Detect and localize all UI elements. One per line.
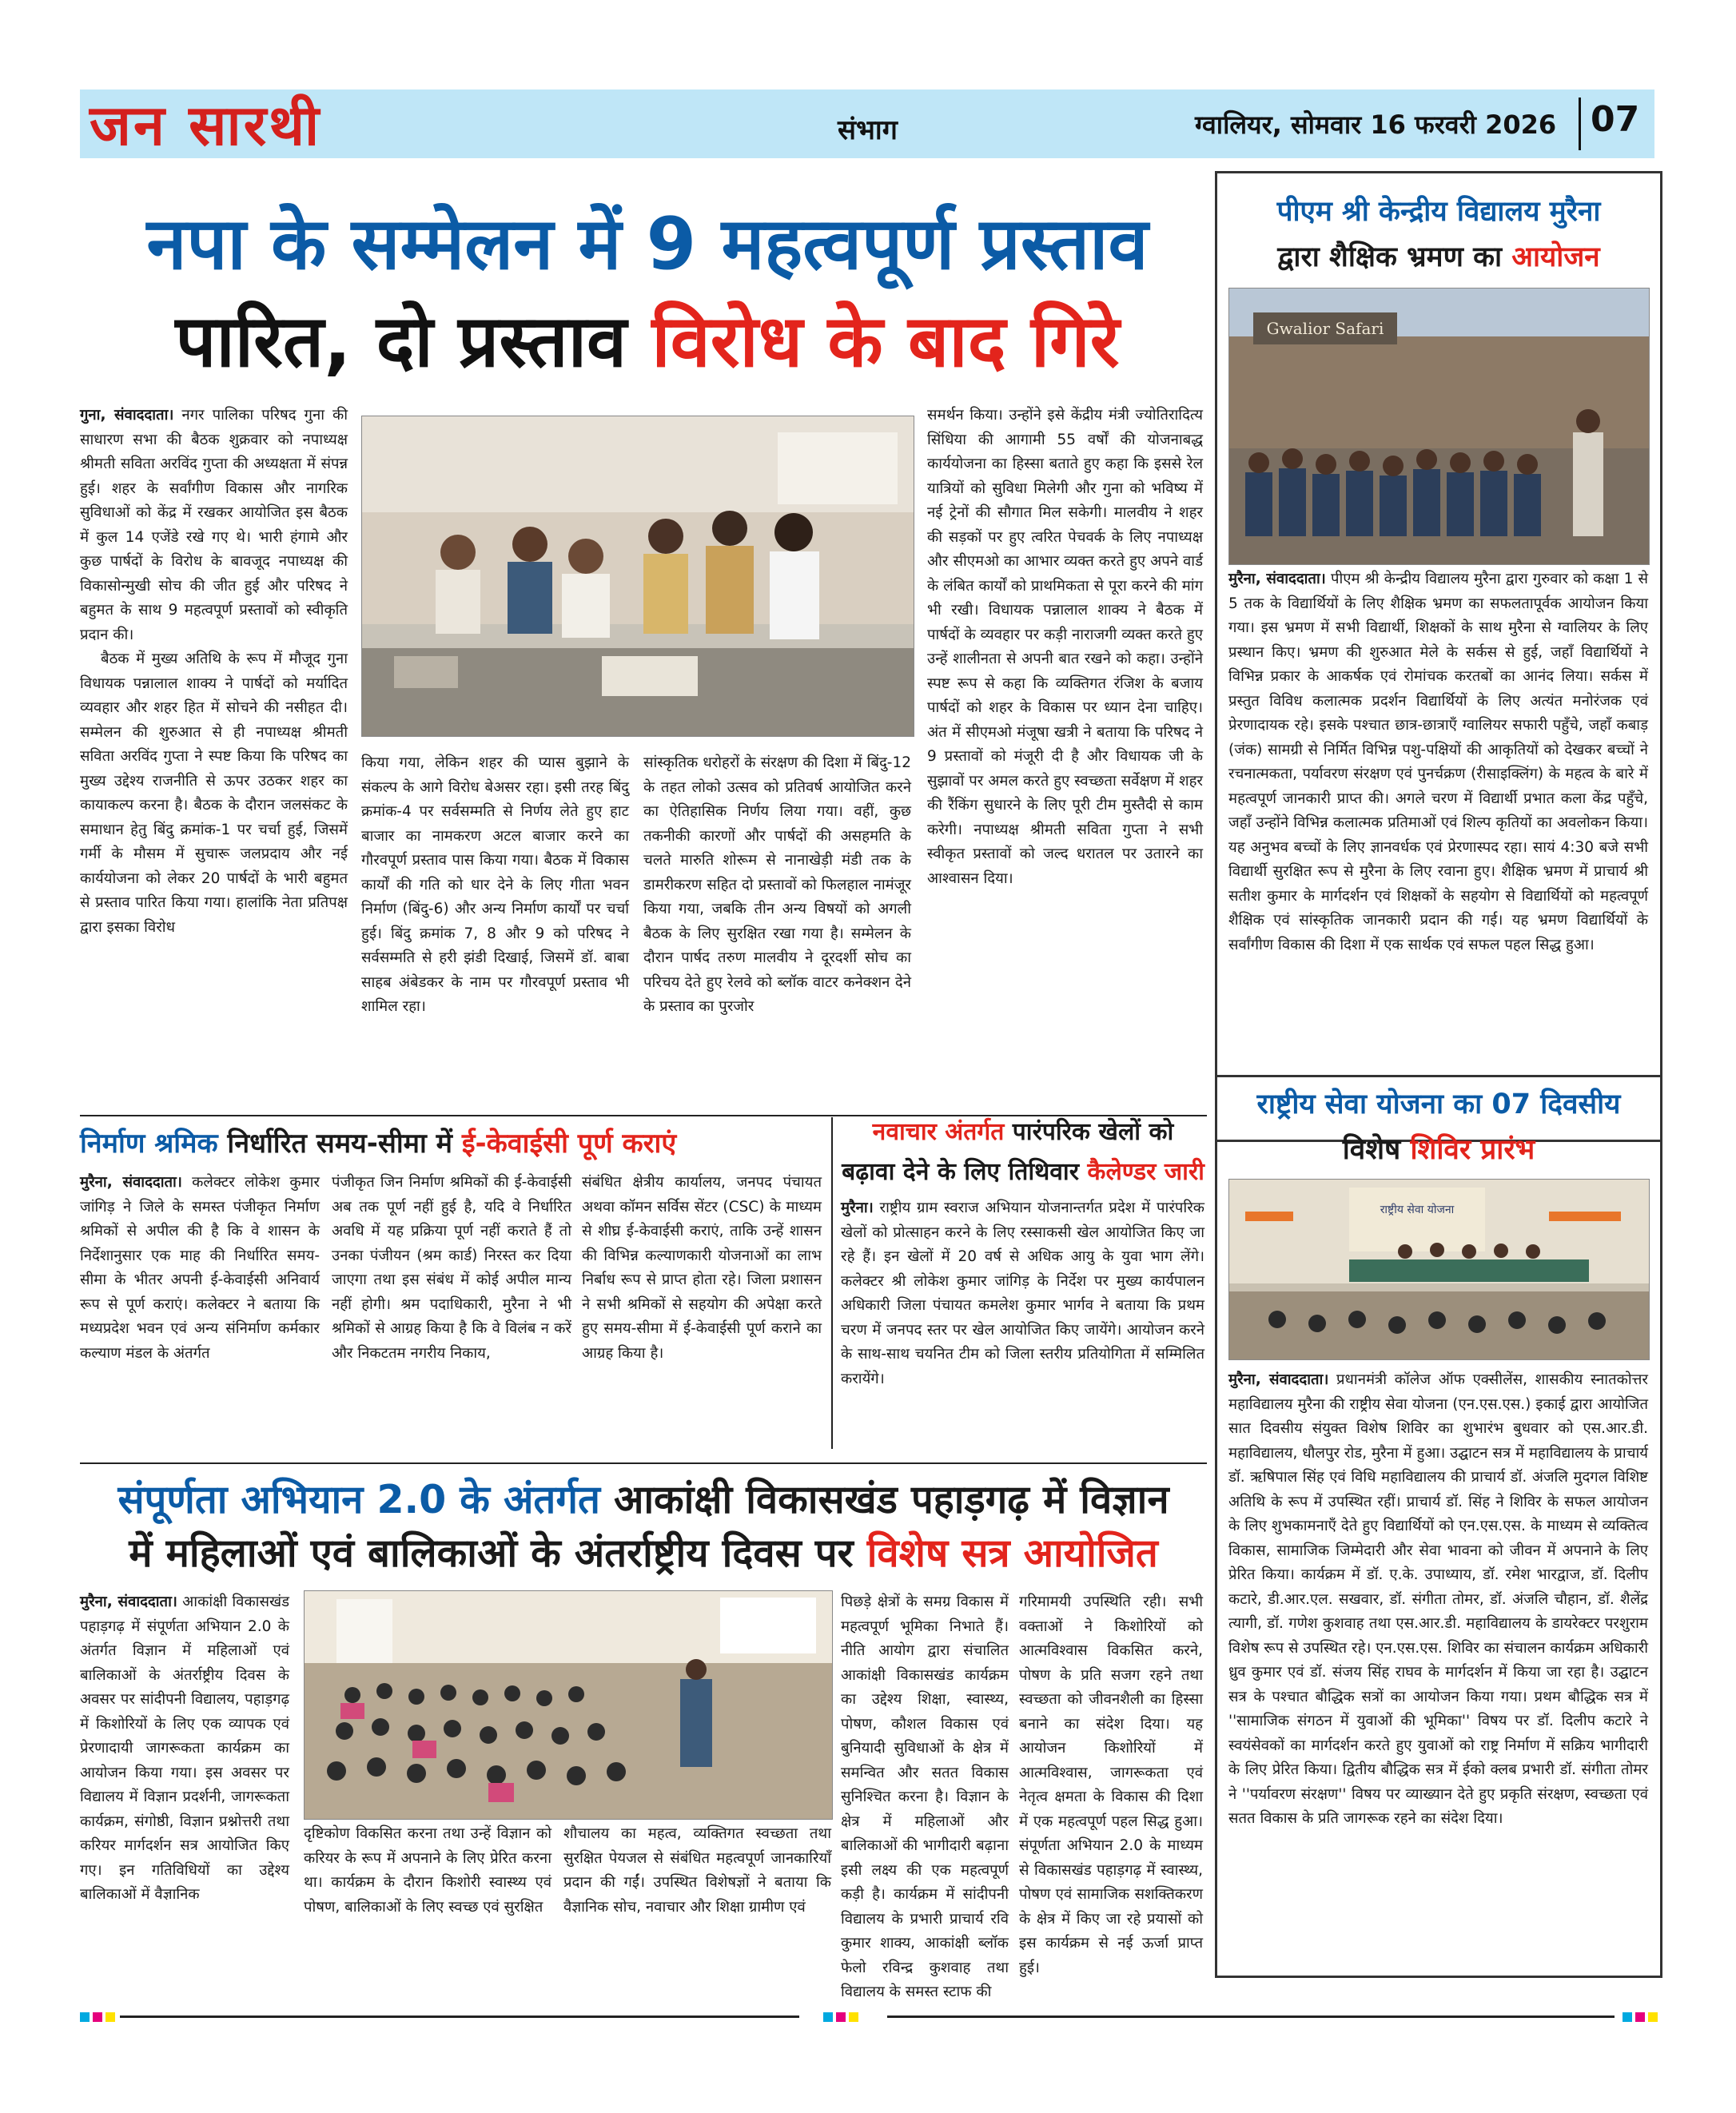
story2-column-1: मुरैना, संवाददाता। कलेक्टर लोकेश कुमार जांगिड़ ने जिले के समस्त पंजीकृत निर्माण श्रमिकों से अपील की है कि वे शासन के निर्देशानुसार एक माह की निर्धारित समय-सीमा के भीतर अपनी ई-केवाईसी अनिवार्य रूप से पूर्ण कराएं। कलेक्टर ने बताया कि मध्यप्रदेश भवन एवं अन्य संनिर्माण कर्मकार कल्याण मंडल के अंतर्गत (80, 1174, 320, 1362)
footer-rule-right (887, 2016, 1615, 2018)
lead-meeting-photo (361, 416, 914, 737)
story4-column-2: दृष्टिकोण विकसित करना तथा उन्हें विज्ञान को करियर के रूप में अपनाने के लिए प्रेरित करना था। कार्यक्रम के दौरान किशोरी स्वास्थ्य एवं पोषण, बालिकाओं के लिए स्वच्छ एवं सुरक्षित (304, 1825, 551, 1916)
science-day-photo (304, 1590, 833, 1820)
issue-dateline: ग्वालियर, सोमवार 16 फरवरी 2026 (1195, 109, 1557, 140)
story2-headline: निर्माण श्रमिक निर्धारित समय-सीमा में ई-केवाईसी पूर्ण कराएं (80, 1128, 677, 1160)
lead-column-4: समर्थन किया। उन्होंने इसे केंद्रीय मंत्री ज्योतिरादित्य सिंधिया की आगामी 55 वर्षों की योजनाबद्ध कार्ययोजना का हिस्सा बताते हुए कहा कि इससे रेल यात्रियों को सुविधा मिलेगी और गुना को भविष्य में नई ट्रेनों की सौगात मिल सकेगी। मालवीय ने शहर की सड़कों पर हुए त्वरित पेचवर्क के लिए नपाध्यक्ष और सीएमओ का आभार व्यक्त करते हुए अपने वार्ड के लंबित कार्यों को प्राथमिकता से पूरा करने की मांग भी रखी। विधायक पन्नालाल शाक्य ने बैठक में पार्षदों के व्यवहार पर कड़ी नाराजगी व्यक्त करते हुए उन्हें शालीनता से अपनी बात रखने को कहा। उन्होंने स्पष्ट रूप से कहा कि व्यक्तिगत रंजिश के बजाय पार्षदों को शहर के विकास पर ध्यान देना चाहिए। अंत में सीएमओ मंजूषा खत्री ने बताया कि परिषद ने 9 प्रस्तावों को मंजूरी दी है और विधायक जी के सुझावों पर अमल करते हुए स्वच्छता सर्वेक्षण में शहर की रैंकिंग सुधारने के लिए पूरी टीम मुस्तैदी से काम करेगी। नपाध्यक्ष श्रीमती सविता गुप्ता ने सभी स्वीकृत प्रस्तावों को जल्द धरातल पर उतारने का आश्वासन दिया। (927, 407, 1203, 887)
lead-column-2: किया गया, लेकिन शहर की प्यास बुझाने के संकल्प के आगे विरोध बेअसर रहा। इसी तरह बिंदु क्रमांक-4 पर सर्वसम्मति से निर्णय लेते हुए हाट बाजार का नामकरण अटल बाजार करने का गौरवपूर्ण प्रस्ताव पास किया गया। बैठक में विकास कार्यों की गति को धार देने के लिए गीता भवन निर्माण (बिंदु-6) और अन्य निर्माण कार्यों पर चर्चा हुई। बिंदु क्रमांक 7, 8 और 9 को परिषद ने सर्वसम्मति से हरी झंडी दिखाई, जिसमें डॉ. बाबा साहब अंबेडकर के नाम पर गौरवपूर्ण प्रस्ताव भी शामिल रहा। (361, 754, 629, 1015)
story4-headline-line2: में महिलाओं एवं बालिकाओं के अंतर्राष्ट्रीय दिवस पर विशेष सत्र आयोजित (129, 1530, 1158, 1576)
section-rule-2 (80, 1462, 1207, 1464)
cmyk-mark (1648, 2012, 1658, 2022)
sidebar-top-headline-line1: पीएम श्री केन्द्रीय विद्यालय मुरैना (1276, 196, 1601, 228)
sidebar-bottom-headline-line1: राष्ट्रीय सेवा योजना का 07 दिवसीय (1256, 1088, 1621, 1120)
cmyk-mark (849, 2012, 858, 2022)
story2-column-3: संबंधित क्षेत्रीय कार्यालय, जनपद पंचायत अथवा कॉमन सर्विस सेंटर (CSC) के माध्यम से शीघ्र ई-केवाईसी कराएं, ताकि उन्हें शासन की विभिन्न कल्याणकारी योजनाओं का लाभ निर्बाध रूप से प्राप्त होता रहे। जिला प्रशासन ने सभी श्रमिकों से सहयोग की अपेक्षा करते हुए समय-सीमा में ई-केवाईसी पूर्ण कराने का आग्रह किया है। (582, 1174, 822, 1362)
sidebar-bottom-headline-line2: विशेष शिविर प्रारंभ (1342, 1134, 1535, 1166)
story2-column-2: पंजीकृत जिन निर्माण श्रमिकों की ई-केवाईसी अब तक पूर्ण नहीं हुई है, यदि वे निर्धारित अवधि में यह प्रक्रिया पूर्ण नहीं कराते हैं तो उनका पंजीयन (श्रम कार्ड) निरस्त कर दिया जाएगा तथा इस संबंध में कोई अपील मान्य नहीं होगी। श्रम पदाधिकारी, मुरैना ने भी श्रमिकों से आग्रह किया है कि वे विलंब न करें और निकटतम नगरीय निकाय, (332, 1174, 571, 1362)
column-divider (831, 1117, 833, 1449)
header-divider (1579, 97, 1581, 150)
cmyk-mark (106, 2012, 115, 2022)
cmyk-mark (836, 2012, 846, 2022)
story3-body: मुरैना। राष्ट्रीय ग्राम स्वराज अभियान योजनान्तर्गत प्रदेश में पारंपरिक खेलों को प्रोत्साहन करने के लिए रस्साकसी खेल आयोजित किए जा रहे हैं। इन खेलों में 20 वर्ष से अधिक आयु के युवा भाग लेंगे। कलेक्टर श्री लोकेश कुमार जांगिड़ के निर्देश पर मुख्य कार्यपालन अधिकारी जिला पंचायत कमलेश कुमार भार्गव ने बताया कि प्रथम चरण में जनपद स्तर पर खेल आयोजित किए जायेंगे। आयोजन करने के साथ-साथ चयनित टीम को जिला स्तरीय प्रतियोगिता में सम्मिलित करायेंगे। (841, 1200, 1204, 1387)
cmyk-mark (823, 2012, 833, 2022)
section-name: संभाग (838, 114, 898, 146)
lead-headline-line2: पारित, दो प्रस्ताव विरोध के बाद गिरे (175, 300, 1120, 384)
sidebar-top-body: मुरैना, संवाददाता। पीएम श्री केन्द्रीय विद्यालय मुरैना द्वारा गुरुवार को कक्षा 1 से 5 तक के विद्यार्थियों के लिए शैक्षिक भ्रमण का सफलतापूर्वक आयोजन किया गया। इस भ्रमण में सभी विद्यार्थी, शिक्षकों के साथ मुरैना से ग्वालियर के लिए प्रस्थान किए। भ्रमण की शुरुआत मेले के सर्कस से हुई, जहाँ विद्यार्थियों ने विभिन्न प्रकार के आकर्षक एवं रोमांचक करतबों का आनंद लिया। सर्कस में प्रस्तुत विविध कलात्मक प्रदर्शन विद्यार्थियों के लिए अत्यंत मनोरंजक एवं प्रेरणादायक रहे। इसके पश्चात छात्र-छात्राएँ ग्वालियर सफारी पहुँचे, जहाँ कबाड़ (जंक) सामग्री से निर्मित विभिन्न पशु-पक्षियों की आकृतियों को देखकर बच्चों ने रचनात्मकता, पर्यावरण संरक्षण एवं पुनर्चक्रण (रीसाइक्लिंग) के महत्व के बारे में महत्वपूर्ण जानकारी प्राप्त की। अगले चरण में विद्यार्थी प्रभात कला केंद्र पहुँचे, जहाँ उन्होंने विभिन्न कलात्मक प्रतिमाओं एवं शिल्प कृतियों का अवलोकन किया। यह अनुभव बच्चों के लिए ज्ञानवर्धक एवं प्रेरणास्पद रहा। सायं 4:30 बजे सभी विद्यार्थी सुरक्षित रूप से मुरैना के लिए रवाना हुए। शैक्षिक भ्रमण में प्राचार्य श्री सतीश कुमार के मार्गदर्शन एवं शिक्षकों के सहयोग से विद्यार्थियों को महत्वपूर्ण शैक्षिक एवं सांस्कृतिक जानकारी प्रदान की गई। यह भ्रमण विद्यार्थियों के सर्वांगीण विकास की दिशा में एक सार्थक एवं सफल पहल सिद्ध हुआ। (1228, 571, 1648, 953)
cmyk-mark (93, 2012, 102, 2022)
lead-column-1: गुना, संवाददाता। नगर पालिका परिषद गुना की साधारण सभा की बैठक शुक्रवार को नपाध्यक्ष श्रीमती सविता अरविंद गुप्ता की अध्यक्षता में संपन्न हुई। शहर के सर्वांगीण विकास और नागरिक सुविधाओं को केंद्र में रखकर आयोजित इस बैठक में कुल 14 एजेंडे रखे गए थे। भारी हंगामे और कुछ पार्षदों के विरोध के बावजूद नपाध्यक्ष की विकासोन्मुखी सोच की जीत हुई और परिषद ने बहुमत के साथ 9 महत्वपूर्ण प्रस्तावों को स्वीकृति प्रदान की। बैठक में मुख्य अतिथि के रूप में मौजूद गुना विधायक पन्नालाल शाक्य ने पार्षदों को मर्यादित व्यवहार और शहर हित में सोचने की नसीहत दी। सम्मेलन की शुरुआत से ही नपाध्यक्ष श्रीमती सविता अरविंद गुप्ता ने स्पष्ट किया कि परिषद का मुख्य उद्देश्य राजनीति से ऊपर उठकर शहर का कायाकल्प करना है। बैठक के दौरान जलसंकट के समाधान हेतु बिंदु क्रमांक-1 पर चर्चा हुई, जिसमें गर्मी के मौसम में सुचारू जलप्रदाय और नई कार्ययोजना को लेकर 20 पार्षदों के भारी बहुमत से प्रस्ताव पारित किया गया। हालांकि नेता प्रतिपक्ष द्वारा इसका विरोध (80, 407, 348, 936)
footer-rule-left (120, 2016, 799, 2018)
story4-column-1: मुरैना, संवाददाता। आकांक्षी विकासखंड पहाड़गढ़ में संपूर्णता अभियान 2.0 के अंतर्गत विज्ञान में महिलाओं एवं बालिकाओं के अंतर्राष्ट्रीय दिवस के अवसर पर सांदीपनी विद्यालय, पहाड़गढ़ में किशोरियों के लिए एक व्यापक एवं प्रेरणादायी जागरूकता कार्यक्रम का आयोजन किया गया। इस अवसर पर विद्यालय में विज्ञान प्रदर्शनी, जागरूकता कार्यक्रम, संगोष्ठी, विज्ञान प्रश्नोत्तरी तथा करियर मार्गदर्शन सत्र आयोजित किए गए। इन गतिविधियों का उद्देश्य बालिकाओं में वैज्ञानिक (80, 1594, 289, 1903)
story4-column-5: गरिमामयी उपस्थिति रही। सभी वक्ताओं ने किशोरियों को आत्मविश्वास विकसित करने, पोषण के प्रति सजग रहने तथा स्वच्छता को जीवनशैली का हिस्सा बनाने का संदेश दिया। यह आयोजन किशोरियों में आत्मविश्वास, जागरूकता एवं नेतृत्व क्षमता के विकास की दिशा में एक महत्वपूर्ण पहल सिद्ध हुआ। संपूर्णता अभियान 2.0 के माध्यम से विकासखंड पहाड़गढ़ में स्वास्थ्य, पोषण एवं सामाजिक सशक्तिकरण के क्षेत्र में किए जा रहे प्रयासों को इस कार्यक्रम से नई ऊर्जा प्राप्त हुई। (1019, 1594, 1203, 1976)
story4-headline-line1: संपूर्णता अभियान 2.0 के अंतर्गत आकांक्षी विकासखंड पहाड़गढ़ में विज्ञान (117, 1477, 1169, 1522)
cmyk-mark (80, 2012, 90, 2022)
sidebar-top-headline-line2: द्वारा शैक्षिक भ्रमण का आयोजन (1277, 241, 1600, 273)
nss-banner-text: राष्ट्रीय सेवा योजना (1380, 1204, 1455, 1216)
sidebar-bottom-body: मुरैना, संवाददाता। प्रधानमंत्री कॉलेज ऑफ एक्सीलेंस, शासकीय स्नातकोत्तर महाविद्यालय मुरैना की राष्ट्रीय सेवा योजना (एन.एस.एस.) इकाई द्वारा आयोजित सात दिवसीय संयुक्त विशेष शिविर का शुभारंभ बुधवार को एस.आर.डी. महाविद्यालय, धौलपुर रोड, मुरैना में हुआ। उद्घाटन सत्र में महाविद्यालय के प्राचार्य डॉ. ऋषिपाल सिंह एवं विधि महाविद्यालय की प्राचार्य डॉ. अंजलि मुदगल विशिष्ट अतिथि के रूप में उपस्थित रहीं। प्राचार्य डॉ. सिंह ने शिविर के सफल आयोजन के लिए शुभकामनाएँ देते हुए विद्यार्थियों को एन.एस.एस. के माध्यम से व्यक्तित्व विकास, सामाजिक जिम्मेदारी और सेवा भावना को जीवन में अपनाने के लिए प्रेरित किया। कार्यक्रम में डॉ. ए.के. उपाध्याय, डॉ. रमेश भारद्वाज, डॉ. दिलीप कटारे, डी.आर.एल. सखवार, डॉ. संगीता तोमर, डॉ. अंजलि चौहान, डॉ. शैलेंद्र त्यागी, डॉ. गणेश कुशवाह तथा एस.आर.डी. महाविद्यालय के डायरेक्टर परशुराम विशेष रूप से उपस्थित रहे। एन.एस.एस. शिविर का संचालन कार्यक्रम अधिकारी ध्रुव कुमार एवं डॉ. संजय सिंह राघव के मार्गदर्शन में किया जा रहा है। उद्घाटन सत्र के पश्चात बौद्धिक सत्रों का आयोजन किया गया। प्रथम बौद्धिक सत्र में ''सामाजिक संगठन में युवाओं की भूमिका'' विषय पर डॉ. दिलीप कटारे ने स्वयंसेवकों का मार्गदर्शन करते हुए युवाओं को राष्ट्र निर्माण में सक्रिय भागीदारी के लिए प्रेरित किया। द्वितीय बौद्धिक सत्र में ईको क्लब प्रभारी डॉ. संगीता तोमर ने ''पर्यावरण संरक्षण'' विषय पर व्याख्यान देते हुए प्रकृति संरक्षण, स्वच्छता एवं सतत विकास के प्रति जागरूक रहने का संदेश दिया। (1228, 1371, 1648, 1827)
lead-column-3: सांस्कृतिक धरोहरों के संरक्षण की दिशा में बिंदु-12 के तहत लोको उत्सव को प्रतिवर्ष आयोजित करने का ऐतिहासिक निर्णय लिया गया। वहीं, कुछ तकनीकी कारणों और पार्षदों की असहमति के चलते मारुति शोरूम से नानाखेड़ी मंडी तक के डामरीकरण सहित दो प्रस्तावों को फिलहाल नामंजूर किया गया, जबकि तीन अन्य विषयों को अगली बैठक के लिए सुरक्षित रखा गया है। सम्मेलन के दौरान पार्षद तरुण मालवीय ने दूरदर्शी सोच का परिचय देते हुए रेलवे को ब्लॉक वाटर कनेक्शन देने के प्रस्ताव का पुरजोर (643, 754, 911, 1015)
story3-headline: नवाचार अंतर्गत पारंपरिक खेलों को बढ़ावा देने के लिए तिथिवार कैलेण्डर जारी (842, 1118, 1204, 1186)
nss-camp-photo (1228, 1179, 1650, 1360)
story4-column-3: शौचालय का महत्व, व्यक्तिगत स्वच्छता तथा सुरक्षित पेयजल से संबंधित महत्वपूर्ण जानकारियाँ प्रदान की गईं। उपस्थित विशेषज्ञों ने बताया कि वैज्ञानिक सोच, नवाचार और शिक्षा ग्रामीण एवं (563, 1825, 831, 1916)
story4-column-4: पिछड़े क्षेत्रों के समग्र विकास में महत्वपूर्ण भूमिका निभाते हैं। नीति आयोग द्वारा संचालित आकांक्षी विकासखंड कार्यक्रम का उद्देश्य शिक्षा, स्वास्थ्य, पोषण, कौशल विकास एवं बुनियादी सुविधाओं के क्षेत्र में समन्वित और सतत विकास सुनिश्चित करना है। विज्ञान के क्षेत्र में महिलाओं और बालिकाओं की भागीदारी बढ़ाना इसी लक्ष्य की एक महत्वपूर्ण कड़ी है। कार्यक्रम में सांदीपनी विद्यालय के प्रभारी प्राचार्य रवि कुमार शाक्य, आकांक्षी ब्लॉक फेलो रविन्द्र कुशवाह तथा विद्यालय के समस्त स्टाफ की (841, 1594, 1009, 2000)
school-trip-photo (1228, 288, 1650, 565)
cmyk-mark (1635, 2012, 1645, 2022)
cmyk-mark (1623, 2012, 1632, 2022)
masthead-title: जन सारथी (90, 92, 322, 158)
page-number: 07 (1591, 99, 1640, 140)
gwalior-safari-sign: Gwalior Safari (1266, 319, 1384, 338)
lead-headline-line1: नपा के सम्मेलन में 9 महत्वपूर्ण प्रस्ताव (146, 202, 1149, 286)
